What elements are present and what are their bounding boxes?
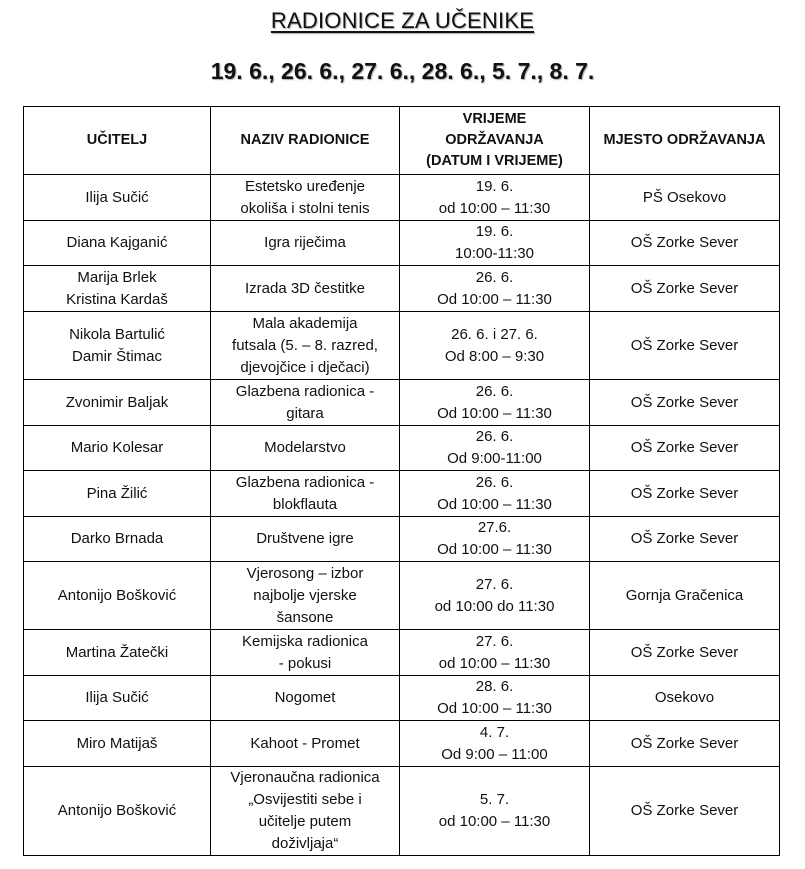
page-title: RADIONICE ZA UČENIKE	[270, 8, 535, 33]
teacher-cell: Martina Žatečki	[24, 630, 211, 676]
table-row	[24, 312, 780, 380]
table-row	[24, 221, 780, 266]
table-row	[24, 562, 780, 630]
table-row	[24, 630, 780, 676]
workshop-cell: Modelarstvo	[211, 426, 400, 471]
teacher-cell: Nikola Bartulić Damir Štimac	[24, 312, 211, 380]
teacher-cell: Mario Kolesar	[24, 426, 211, 471]
teacher-cell: Ilija Sučić	[24, 175, 211, 221]
place-cell: OŠ Zorke Sever	[590, 221, 780, 266]
place-cell: OŠ Zorke Sever	[590, 426, 780, 471]
header-time: VRIJEME ODRŽAVANJA (DATUM I VRIJEME)	[400, 107, 590, 175]
table-row	[24, 767, 780, 856]
table-row	[24, 380, 780, 426]
teacher-cell: Antonijo Bošković	[24, 562, 211, 630]
workshop-cell: Nogomet	[211, 676, 400, 721]
teacher-cell: Zvonimir Baljak	[24, 380, 211, 426]
time-cell: 27. 6. od 10:00 do 11:30	[400, 562, 590, 630]
table-row	[24, 676, 780, 721]
table-row	[24, 266, 780, 312]
table-header-row	[24, 107, 780, 175]
place-cell: PŠ Osekovo	[590, 175, 780, 221]
place-cell: OŠ Zorke Sever	[590, 266, 780, 312]
time-cell: 19. 6. od 10:00 – 11:30	[400, 175, 590, 221]
header-place: MJESTO ODRŽAVANJA	[590, 107, 780, 175]
workshop-table	[23, 106, 780, 856]
time-cell: 26. 6. Od 10:00 – 11:30	[400, 380, 590, 426]
place-cell: OŠ Zorke Sever	[590, 312, 780, 380]
time-cell: 27. 6. od 10:00 – 11:30	[400, 630, 590, 676]
time-cell: 5. 7. od 10:00 – 11:30	[400, 767, 590, 856]
time-cell: 26. 6. Od 10:00 – 11:30	[400, 471, 590, 517]
place-cell: OŠ Zorke Sever	[590, 471, 780, 517]
teacher-cell: Marija Brlek Kristina Kardaš	[24, 266, 211, 312]
time-cell: 4. 7. Od 9:00 – 11:00	[400, 721, 590, 767]
table-row	[24, 721, 780, 767]
table-row	[24, 175, 780, 221]
place-cell: OŠ Zorke Sever	[590, 380, 780, 426]
time-cell: 27.6. Od 10:00 – 11:30	[400, 517, 590, 562]
teacher-cell: Darko Brnada	[24, 517, 211, 562]
place-cell: OŠ Zorke Sever	[590, 517, 780, 562]
place-cell: Osekovo	[590, 676, 780, 721]
header-workshop: NAZIV RADIONICE	[211, 107, 400, 175]
table-row	[24, 471, 780, 517]
place-cell: OŠ Zorke Sever	[590, 767, 780, 856]
time-cell: 26. 6. Od 9:00-11:00	[400, 426, 590, 471]
teacher-cell: Pina Žilić	[24, 471, 211, 517]
workshop-cell: Glazbena radionica - gitara	[211, 380, 400, 426]
place-cell: OŠ Zorke Sever	[590, 721, 780, 767]
workshop-dates: 19. 6., 26. 6., 27. 6., 28. 6., 5. 7., 8. 7.	[210, 58, 595, 84]
workshop-cell: Estetsko uređenje okoliša i stolni tenis	[211, 175, 400, 221]
table-row	[24, 426, 780, 471]
time-cell: 26. 6. i 27. 6. Od 8:00 – 9:30	[400, 312, 590, 380]
table-row	[24, 517, 780, 562]
workshop-cell: Glazbena radionica - blokflauta	[211, 471, 400, 517]
teacher-cell: Ilija Sučić	[24, 676, 211, 721]
place-cell: OŠ Zorke Sever	[590, 630, 780, 676]
workshop-cell: Vjerosong – izbor najbolje vjerske šansone	[211, 562, 400, 630]
time-cell: 26. 6. Od 10:00 – 11:30	[400, 266, 590, 312]
workshop-cell: Mala akademija futsala (5. – 8. razred, djevojčice i dječaci)	[211, 312, 400, 380]
teacher-cell: Diana Kajganić	[24, 221, 211, 266]
teacher-cell: Antonijo Bošković	[24, 767, 211, 856]
place-cell: Gornja Gračenica	[590, 562, 780, 630]
time-cell: 19. 6. 10:00-11:30	[400, 221, 590, 266]
workshop-cell: Kemijska radionica - pokusi	[211, 630, 400, 676]
workshop-cell: Izrada 3D čestitke	[211, 266, 400, 312]
workshop-cell: Vjeronaučna radionica „Osvijestiti sebe i učitelje putem doživljaja“	[211, 767, 400, 856]
teacher-cell: Miro Matijaš	[24, 721, 211, 767]
header-teacher: UČITELJ	[24, 107, 211, 175]
time-cell: 28. 6. Od 10:00 – 11:30	[400, 676, 590, 721]
workshop-cell: Igra riječima	[211, 221, 400, 266]
workshop-cell: Kahoot - Promet	[211, 721, 400, 767]
workshop-cell: Društvene igre	[211, 517, 400, 562]
